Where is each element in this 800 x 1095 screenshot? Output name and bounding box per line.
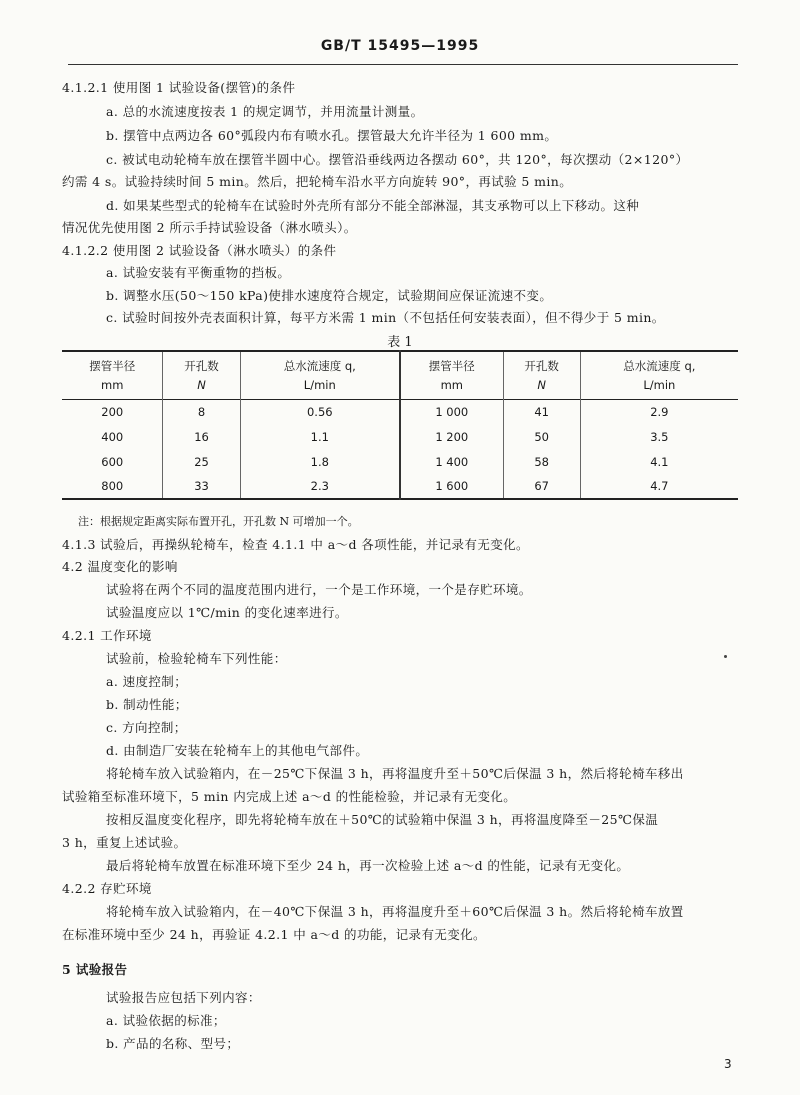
- list-item: b. 产品的名称、型号；: [106, 1036, 240, 1051]
- column-header: 开孔数 N: [503, 351, 580, 399]
- column-header: 摆管半径 mm: [400, 351, 503, 399]
- table-cell: 25: [163, 449, 240, 474]
- paragraph: 试验报告应包括下列内容：: [106, 990, 261, 1005]
- column-header: 开孔数 N: [163, 351, 240, 399]
- table-cell: 2.3: [240, 474, 400, 499]
- table-caption: 表 1: [387, 335, 413, 350]
- header-rule: [68, 64, 738, 65]
- table-header-row: [62, 351, 738, 399]
- paragraph: 最后将轮椅车放置在标准环境下至少 24 h，再一次检验上述 a～d 的性能，记录有无变化。: [106, 858, 630, 873]
- table-cell: 4.1: [580, 449, 738, 474]
- table-row: [62, 474, 738, 499]
- section-heading-4-1-2-1: 4.1.2.1 使用图 1 试验设备(摆管)的条件: [62, 80, 296, 95]
- list-item: a. 速度控制；: [106, 674, 188, 689]
- paragraph-continuation: 试验箱至标准环境下，5 min 内完成上述 a～d 的性能检验，并记录有无变化。: [62, 789, 517, 804]
- table-cell: 50: [503, 424, 580, 449]
- table-cell: 67: [503, 474, 580, 499]
- data-table: [62, 350, 738, 500]
- column-header: 总水流速度 q, L/min: [240, 351, 400, 399]
- table-cell: 800: [101, 479, 124, 493]
- paragraph: 将轮椅车放入试验箱内，在－40℃下保温 3 h，再将温度升至＋60℃后保温 3 h。然后将轮椅车放置: [106, 904, 684, 919]
- list-item: b. 摆管中点两边各 60°弧段内布有喷水孔。摆管最大允许半径为 1 600 mm。: [106, 128, 558, 143]
- paragraph: 按相反温度变化程序，即先将轮椅车放在＋50℃的试验箱中保温 3 h，再将温度降至－25℃保温: [106, 812, 659, 827]
- list-item-continuation: 情况优先使用图 2 所示手持试验设备（淋水喷头）。: [62, 220, 357, 235]
- page-header: GB/T 15495—1995: [320, 38, 480, 54]
- table-cell: 1 000: [400, 399, 503, 424]
- list-item: a. 总的水流速度按表 1 的规定调节，并用流量计测量。: [106, 104, 424, 119]
- table-cell: 3.5: [580, 424, 738, 449]
- section-heading-4-2: 4.2 温度变化的影响: [62, 559, 178, 574]
- table-note: 注：根据规定距离实际布置开孔，开孔数 N 可增加一个。: [78, 515, 359, 528]
- list-item: a. 试验依据的标准；: [106, 1013, 226, 1028]
- paragraph: 将轮椅车放入试验箱内，在－25℃下保温 3 h，再将温度升至＋50℃后保温 3 h，然后将轮椅车移出: [106, 766, 684, 781]
- column-header: 摆管半径 mm: [89, 359, 136, 393]
- list-item-continuation: 约需 4 s。试验持续时间 5 min。然后，把轮椅车沿水平方向旋转 90°，再试验 5 min。: [62, 174, 573, 189]
- list-item: b. 调整水压(50～150 kPa)使排水速度符合规定，试验期间应保证流速不变。: [106, 288, 553, 303]
- table-cell: 200: [101, 404, 124, 419]
- section-heading-4-2-2: 4.2.2 存贮环境: [62, 881, 152, 896]
- paragraph: 试验将在两个不同的温度范围内进行，一个是工作环境，一个是存贮环境。: [106, 582, 532, 597]
- table-row: [62, 424, 738, 449]
- table-cell: 1 600: [400, 474, 503, 499]
- table-row: [62, 399, 738, 424]
- table-cell: 33: [163, 474, 240, 499]
- scan-speck: [724, 655, 727, 658]
- table-cell: 4.7: [580, 474, 738, 499]
- list-item: d. 如果某些型式的轮椅车在试验时外壳所有部分不能全部淋湿，其支承物可以上下移动。这种: [106, 198, 640, 213]
- list-item: c. 被试电动轮椅车放在摆管半圆中心。摆管沿垂线两边各摆动 60°，共 120°，每次摆动（2×120°）: [106, 152, 689, 167]
- section-4-1-3: 4.1.3 试验后，再操纵轮椅车，检查 4.1.1 中 a～d 各项性能，并记录有无变化。: [62, 537, 529, 552]
- table-cell: 58: [503, 449, 580, 474]
- paragraph: 试验前，检验轮椅车下列性能：: [106, 651, 287, 666]
- table-cell: 2.9: [580, 399, 738, 424]
- list-item: a. 试验安装有平衡重物的挡板。: [106, 265, 291, 280]
- column-header: 总水流速度 q, L/min: [580, 351, 738, 399]
- table-cell: 1.8: [240, 449, 400, 474]
- table-row: [62, 449, 738, 474]
- table-cell: 600: [101, 454, 124, 469]
- paragraph: 试验温度应以 1℃/min 的变化速率进行。: [106, 605, 348, 620]
- table-cell: 400: [101, 429, 124, 444]
- table-cell: 1 200: [400, 424, 503, 449]
- list-item: b. 制动性能；: [106, 697, 188, 712]
- page-number: 3: [724, 1057, 732, 1071]
- table-cell: 1 400: [400, 449, 503, 474]
- section-heading-4-2-1: 4.2.1 工作环境: [62, 628, 152, 643]
- table-cell: 0.56: [240, 399, 400, 424]
- table-cell: 16: [163, 424, 240, 449]
- list-item: d. 由制造厂安装在轮椅车上的其他电气部件。: [106, 743, 369, 758]
- section-heading-4-1-2-2: 4.1.2.2 使用图 2 试验设备（淋水喷头）的条件: [62, 243, 337, 258]
- paragraph-continuation: 在标准环境中至少 24 h，再验证 4.2.1 中 a～d 的功能，记录有无变化。: [62, 927, 486, 942]
- list-item: c. 方向控制；: [106, 720, 187, 735]
- list-item: c. 试验时间按外壳表面积计算，每平方米需 1 min（不包括任何安装表面），但不得少于 5 min。: [106, 310, 665, 325]
- table-cell: 41: [503, 399, 580, 424]
- table-cell: 8: [163, 399, 240, 424]
- section-heading-5: 5 试验报告: [62, 962, 128, 977]
- paragraph-continuation: 3 h，重复上述试验。: [62, 835, 187, 850]
- table-cell: 1.1: [240, 424, 400, 449]
